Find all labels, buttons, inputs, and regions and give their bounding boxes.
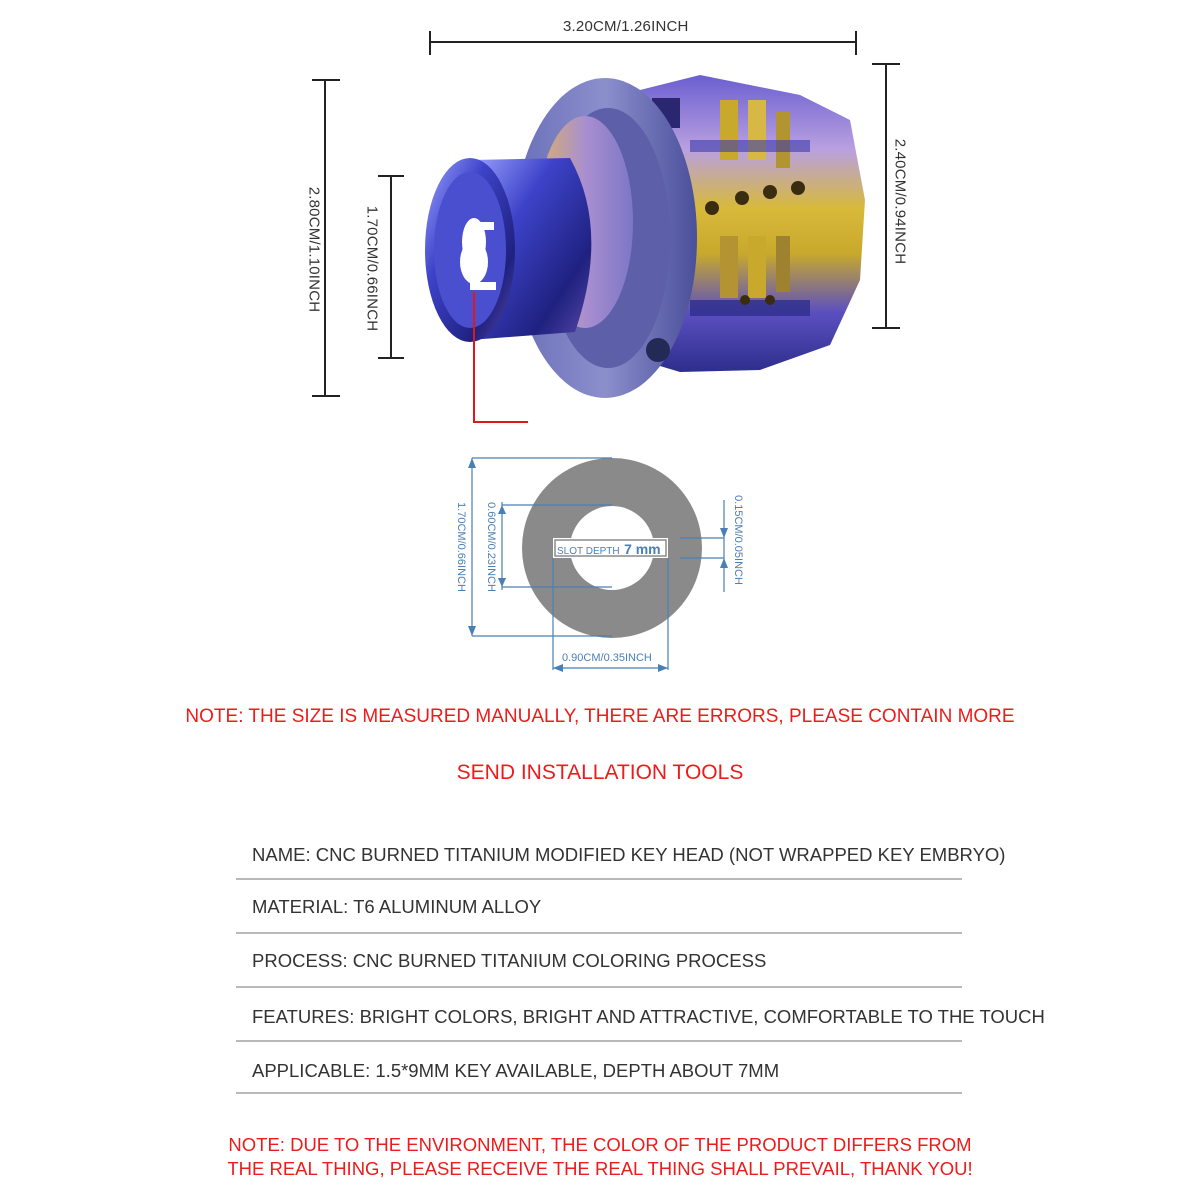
hole-height-label: 0.60CM/0.23INCH <box>485 502 497 592</box>
slot-depth-value: 7 mm <box>624 541 661 557</box>
outer-diameter-label: 1.70CM/0.66INCH <box>455 502 467 592</box>
flange-hole <box>646 338 670 362</box>
spec-row-process <box>236 940 962 988</box>
cross-section-diagram <box>0 440 1200 680</box>
hole-width-label: 0.90CM/0.35INCH <box>562 652 652 664</box>
tools-note: SEND INSTALLATION TOOLS <box>456 761 744 784</box>
spec-row-features <box>236 994 1045 1042</box>
product-illustration <box>0 0 1200 440</box>
spec-row-material <box>236 886 962 934</box>
shaft-diameter-label: 1.70CM/0.66INCH <box>363 205 381 332</box>
color-note-line1: NOTE: DUE TO THE ENVIRONMENT, THE COLOR OF THE PRODUCT DIFFERS FROM <box>228 1134 972 1155</box>
spec-features: FEATURES: BRIGHT COLORS, BRIGHT AND ATTRACTIVE, COMFORTABLE TO THE TOUCH <box>252 1006 1045 1027</box>
color-note-line2: THE REAL THING, PLEASE RECEIVE THE REAL THING SHALL PREVAIL, THANK YOU! <box>227 1158 973 1179</box>
slot-depth-label: SLOT DEPTH <box>557 546 620 557</box>
size-note: NOTE: THE SIZE IS MEASURED MANUALLY, THERE ARE ERRORS, PLEASE CONTAIN MORE <box>185 706 1015 727</box>
width-total-label: 3.20CM/1.26INCH <box>563 18 689 35</box>
slot-width-label: 0.15CM/0.05INCH <box>732 495 744 585</box>
spec-process: PROCESS: CNC BURNED TITANIUM COLORING PROCESS <box>252 950 767 971</box>
spec-row-name <box>236 832 1006 880</box>
spec-name: NAME: CNC BURNED TITANIUM MODIFIED KEY HEAD (NOT WRAPPED KEY EMBRYO) <box>252 844 1006 865</box>
spec-material: MATERIAL: T6 ALUMINUM ALLOY <box>252 896 542 917</box>
body-height-label: 2.40CM/0.94INCH <box>891 138 909 265</box>
spec-row-applicable <box>236 1048 962 1094</box>
height-total-label: 2.80CM/1.10INCH <box>305 186 323 313</box>
slot-depth-callout <box>557 541 661 559</box>
spec-applicable: APPLICABLE: 1.5*9MM KEY AVAILABLE, DEPTH ABOUT 7MM <box>252 1060 780 1081</box>
